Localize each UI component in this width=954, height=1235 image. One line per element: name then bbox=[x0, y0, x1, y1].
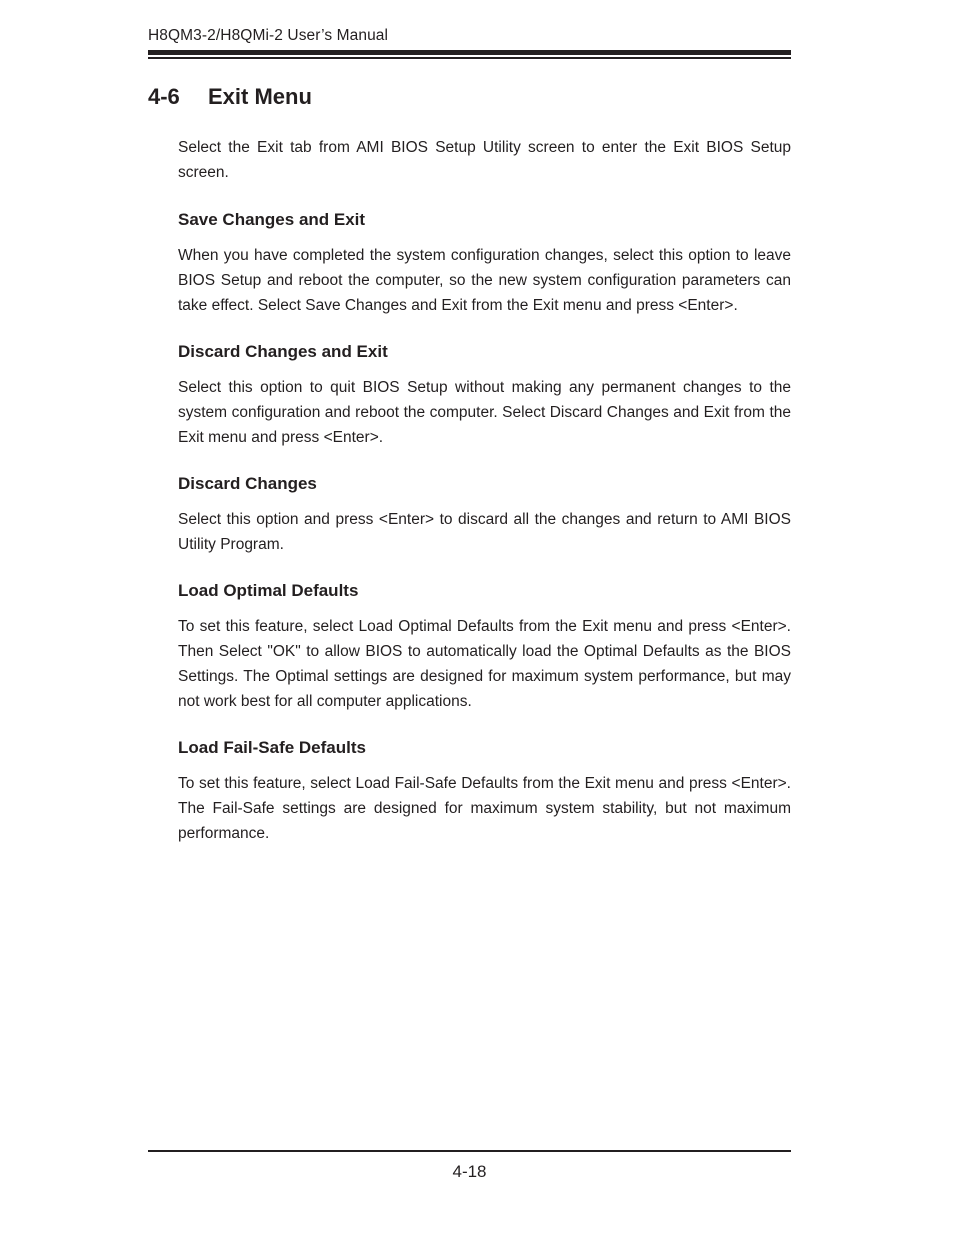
subsection-body: To set this feature, select Load Optimal Defaults from the Exit menu and press <Enter>. Then Select "OK" to allow BIOS to automatically load the Optimal Defaults as the BIOS Settings. The Optimal settings are designed for maximum system performance, but may not work best for all computer applications. bbox=[178, 618, 791, 710]
subsection-heading: Save Changes and Exit bbox=[178, 210, 366, 229]
subsection-heading: Load Optimal Defaults bbox=[178, 581, 359, 600]
subsection-body: Select this option and press <Enter> to discard all the changes and return to AMI BIOS Utility Program. bbox=[178, 511, 791, 553]
subsection-body: When you have completed the system configuration changes, select this option to leave BIOS Setup and reboot the computer, so the new system configuration parameters can take effect. Select Save Changes and Exit from the Exit menu and press <Enter>. bbox=[178, 247, 791, 314]
subsection-load-optimal-defaults bbox=[178, 579, 791, 714]
page-number: 4-18 bbox=[452, 1162, 487, 1181]
footer-rule bbox=[148, 1150, 791, 1152]
section-content bbox=[178, 135, 791, 868]
subsection-load-fail-safe-defaults bbox=[178, 736, 791, 846]
subsection-body: To set this feature, select Load Fail-Safe Defaults from the Exit menu and press <Enter>. The Fail-Safe settings are designed for maximum system stability, but not maximum performance. bbox=[178, 775, 791, 842]
subsection-heading: Discard Changes and Exit bbox=[178, 342, 388, 361]
subsection-heading: Load Fail-Safe Defaults bbox=[178, 738, 366, 757]
subsection-heading: Discard Changes bbox=[178, 474, 317, 493]
section-title bbox=[148, 84, 312, 110]
section-number: 4-6 bbox=[148, 84, 180, 109]
subsection-discard-changes-and-exit bbox=[178, 340, 791, 450]
subsection-body: Select this option to quit BIOS Setup without making any permanent changes to the system configuration and reboot the computer. Select Discard Changes and Exit from the Exit menu and press <Enter>. bbox=[178, 379, 791, 446]
header-rule-thin bbox=[148, 57, 791, 59]
subsection-discard-changes bbox=[178, 472, 791, 557]
section-intro: Select the Exit tab from AMI BIOS Setup Utility screen to enter the Exit BIOS Setup screen. bbox=[178, 139, 791, 181]
section-title-text: Exit Menu bbox=[208, 84, 312, 109]
running-header: H8QM3-2/H8QMi-2 User’s Manual bbox=[148, 27, 389, 44]
header-rule-thick bbox=[148, 50, 791, 55]
subsection-save-changes-and-exit bbox=[178, 208, 791, 318]
